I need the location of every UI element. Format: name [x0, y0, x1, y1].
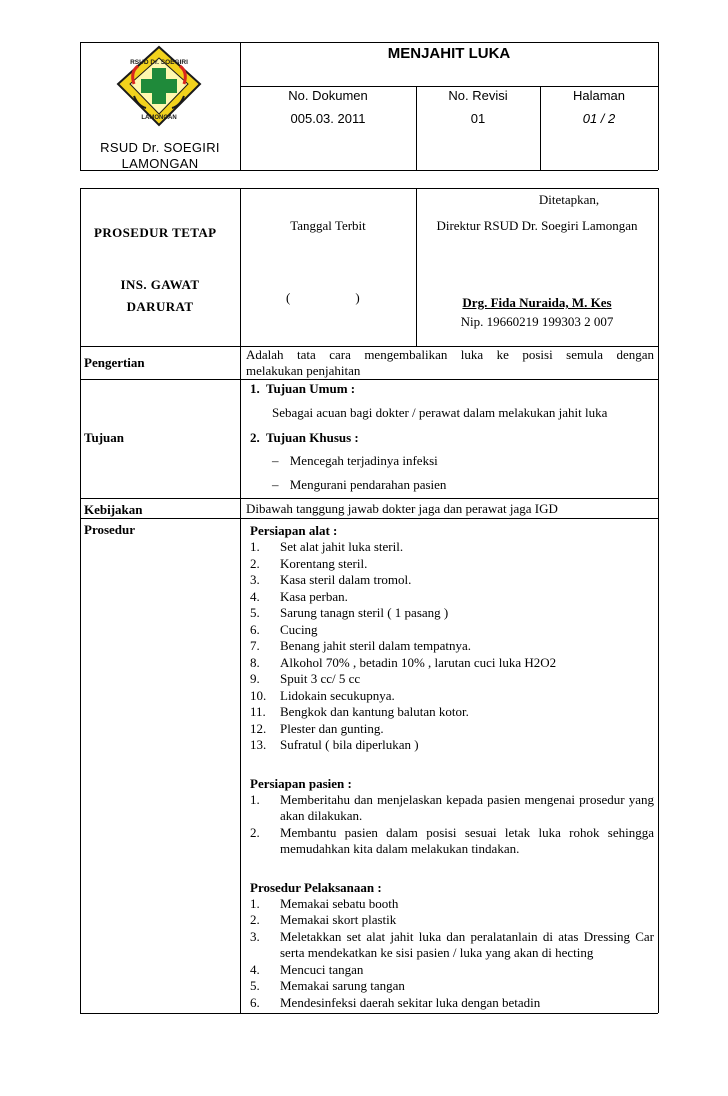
pelaksanaan-item-number: 3.	[250, 928, 260, 944]
date-label: Tanggal Terbit	[290, 218, 366, 233]
unit-name	[80, 274, 240, 318]
alat-item-number: 11.	[250, 704, 266, 719]
alat-item	[250, 572, 654, 589]
alat-item-number: 5.	[250, 605, 260, 620]
unit-line1: INS. GAWAT	[120, 277, 200, 292]
pelaksanaan-item	[250, 912, 654, 929]
hospital-logo	[114, 44, 204, 128]
alat-item-number: 3.	[250, 572, 260, 587]
revision-value: 01	[470, 111, 486, 126]
dash-bullet-icon: –	[272, 477, 279, 492]
hospital-name-line2: LAMONGAN	[121, 156, 199, 171]
pelaksanaan-item	[250, 995, 654, 1012]
alat-item-text: Alkohol 70% , betadin 10% , larutan cuci luka H2O2	[280, 654, 557, 670]
pelaksanaan-item	[250, 929, 654, 962]
pelaksanaan-item-number: 1.	[250, 895, 260, 911]
prosedur-body	[250, 522, 654, 1011]
pelaksanaan-item-number: 5.	[250, 978, 260, 993]
tujuan-khusus-item	[272, 453, 438, 469]
page-label: Halaman	[572, 88, 626, 103]
pelaksanaan-item-number: 2.	[250, 912, 260, 927]
pelaksanaan-item-text: Memakai skort plastik	[280, 912, 397, 927]
revision-label: No. Revisi	[448, 88, 508, 103]
alat-item	[250, 655, 654, 672]
date-value: ( )	[286, 290, 360, 305]
tujuan-khusus-title: 2. Tujuan Khusus :	[250, 430, 359, 445]
unit-line2: DARURAT	[126, 299, 194, 314]
pelaksanaan-item-text: Memakai sarung tangan	[280, 978, 405, 993]
alat-item	[250, 671, 654, 688]
alat-item-text: Plester dan gunting.	[280, 720, 384, 736]
alat-item	[250, 539, 654, 556]
alat-item	[250, 737, 654, 754]
pelaksanaan-item-text: Meletakkan set alat jahit luka dan peralatanlain di atas Dressing Car serta mendekatkan ke sisi pasien / luka yang akan di hecting	[280, 928, 654, 960]
alat-item-number: 4.	[250, 588, 260, 604]
hospital-name	[80, 140, 240, 172]
pelaksanaan-item	[250, 896, 654, 913]
alat-item-text: Spuit 3 cc/ 5 cc	[280, 671, 361, 686]
alat-item-text: Kasa steril dalam tromol.	[280, 572, 412, 587]
alat-item-number: 10.	[250, 687, 267, 703]
persiapan-pasien-title: Persiapan pasien :	[250, 775, 352, 791]
alat-item-text: Sufratul ( bila diperlukan )	[280, 737, 419, 752]
alat-item	[250, 638, 654, 655]
alat-item	[250, 605, 654, 622]
pengertian-line1: Adalah tata cara mengembalikan luka ke posisi semula dengan	[246, 347, 654, 362]
pelaksanaan-item-text: Memakai sebatu booth	[280, 895, 399, 911]
pelaksanaan-item-text: Mendesinfeksi daerah sekitar luka dengan betadin	[280, 994, 541, 1010]
tujuan-umum-title: 1. Tujuan Umum :	[250, 381, 356, 396]
tujuan-khusus-item-text: Mencegah terjadinya infeksi	[289, 453, 438, 468]
pelaksanaan-item-number: 6.	[250, 994, 260, 1010]
alat-item-number: 12.	[250, 720, 267, 736]
alat-item-text: Bengkok dan kantung balutan kotor.	[280, 704, 469, 719]
alat-item-text: Lidokain secukupnya.	[280, 687, 395, 703]
alat-item	[250, 721, 654, 738]
tujuan-umum-text: Sebagai acuan bagi dokter / perawat dalam melakukan jahit luka	[272, 405, 608, 420]
pelaksanaan-item-text: Mencuci tangan	[280, 961, 364, 977]
svg-text:RSUD Dr. SOEGIRI: RSUD Dr. SOEGIRI	[130, 59, 188, 66]
pengertian-line2: melakukan penjahitan	[246, 363, 361, 378]
alat-item-number: 13.	[250, 737, 267, 752]
alat-item	[250, 556, 654, 573]
pelaksanaan-title: Prosedur Pelaksanaan :	[250, 879, 382, 895]
doc-no-value: 005.03. 2011	[290, 111, 366, 126]
doc-no-label: No. Dokumen	[288, 88, 368, 103]
alat-item-text: Korentang steril.	[280, 555, 368, 571]
alat-item	[250, 688, 654, 705]
alat-item-text: Cucing	[280, 621, 318, 637]
pasien-item	[250, 825, 654, 858]
alat-item-number: 7.	[250, 638, 260, 653]
pengertian-text	[246, 347, 654, 379]
alat-item-number: 2.	[250, 555, 260, 571]
signer-nip: Nip. 19660219 199303 2 007	[460, 314, 614, 329]
alat-item-number: 8.	[250, 654, 260, 670]
pasien-item-text: Membantu pasien dalam posisi sesuai letak luka rohok sehingga memudahkan kita dalam melakukan tindakan.	[280, 824, 654, 856]
kebijakan-label: Kebijakan	[84, 502, 143, 517]
alat-item-number: 9.	[250, 671, 260, 686]
alat-item-number: 1.	[250, 539, 260, 554]
pelaksanaan-item	[250, 962, 654, 979]
dash-bullet-icon: –	[272, 453, 279, 468]
persiapan-alat-list	[250, 539, 654, 754]
page-value: 01 / 2	[582, 111, 616, 126]
pelaksanaan-item-number: 4.	[250, 961, 260, 977]
pelaksanaan-list	[250, 896, 654, 1012]
pengertian-label: Pengertian	[84, 355, 145, 370]
persiapan-pasien-list	[250, 792, 654, 858]
pasien-item-number: 2.	[250, 824, 260, 840]
signer-name: Drg. Fida Nuraida, M. Kes	[462, 295, 612, 310]
alat-item-text: Benang jahit steril dalam tempatnya.	[280, 638, 471, 653]
director-title: Direktur RSUD Dr. Soegiri Lamongan	[436, 218, 638, 233]
pasien-item	[250, 792, 654, 825]
alat-item-text: Sarung tanagn steril ( 1 pasang )	[280, 605, 449, 620]
protap-label: PROSEDUR TETAP	[94, 225, 217, 240]
pelaksanaan-item	[250, 978, 654, 995]
pasien-item-number: 1.	[250, 791, 260, 807]
svg-text:LAMONGAN: LAMONGAN	[141, 115, 177, 121]
alat-item	[250, 622, 654, 639]
alat-item-text: Set alat jahit luka steril.	[280, 539, 404, 554]
tujuan-label: Tujuan	[84, 430, 124, 445]
alat-item-number: 6.	[250, 621, 260, 637]
alat-item	[250, 589, 654, 606]
tujuan-khusus-item	[272, 477, 446, 493]
pasien-item-text: Memberitahu dan menjelaskan kepada pasien mengenai prosedur yang akan dilakukan.	[280, 791, 654, 823]
kebijakan-text: Dibawah tanggung jawab dokter jaga dan perawat jaga IGD	[246, 501, 558, 516]
alat-item	[250, 704, 654, 721]
persiapan-alat-title: Persiapan alat :	[250, 523, 338, 538]
alat-item-text: Kasa perban.	[280, 588, 348, 604]
prosedur-label: Prosedur	[84, 522, 136, 537]
hospital-name-line1: RSUD Dr. SOEGIRI	[100, 140, 220, 155]
tujuan-khusus-item-text: Mengurani pendarahan pasien	[289, 477, 447, 492]
document-title: MENJAHIT LUKA	[387, 45, 511, 62]
ditetapkan-label: Ditetapkan,	[538, 192, 600, 207]
